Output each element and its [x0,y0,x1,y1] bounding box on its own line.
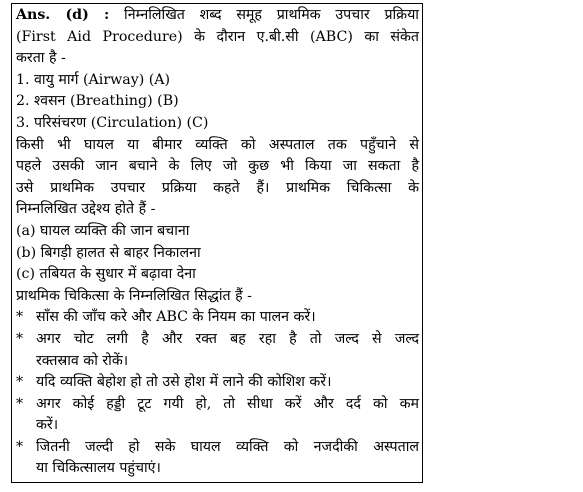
principle-line: करें। [36,417,59,434]
definition-line: निम्नलिखित उद्देश्य होते हैं - [16,201,156,218]
principle-item [16,329,419,372]
objective-item: (a) घायल व्यक्ति की जान बचाना [16,222,190,239]
principle-item [16,437,419,480]
definition-line: पहले उसकी जान बचाने के लिए जो कुछ भी किया जा सकता है [16,158,419,175]
answer-box [11,3,423,483]
bullet-marker: * [16,438,24,455]
principle-item [16,394,419,437]
principles-heading: प्राथमिक चिकित्सा के निम्नलिखित सिद्धांत हैं - [16,287,252,304]
principle-line: साँस की जाँच करे और ABC के नियम का पालन करें। [36,309,316,326]
definition-line: उसे प्राथमिक उपचार प्रक्रिया कहते हैं। प्राथमिक चिकित्सा के [16,179,419,196]
bullet-marker: * [16,309,24,326]
answer-intro-line: Ans. (d) : निम्नलिखित शब्द समूह प्राथमिक उपचार प्रक्रिया [16,7,419,23]
objective-item: (c) तबियत के सुधार में बढ़ावा देना [16,266,196,283]
principle-line: जितनी जल्दी हो सके घायल व्यक्ति को नजदीकी अस्पताल [36,438,419,455]
bullet-marker: * [16,374,24,391]
definition-line: किसी भी घायल या बीमार व्यक्ति को अस्पताल तक पहुँचाने से [16,136,419,153]
abc-list-item: 1. वायु मार्ग (Airway) (A) [16,71,171,88]
bullet-marker: * [16,395,24,412]
answer-intro-line: (First Aid Procedure) के दौरान ए.बी.सी (ABC) का संकेत [16,28,419,45]
objective-item: (b) बिगड़ी हालत से बाहर निकालना [16,244,201,261]
principle-item [16,307,419,329]
principle-line: रक्तस्राव को रोकें। [36,352,129,369]
principle-line: अगर कोई हड्डी टूट गयी हो, तो सीधा करें और दर्द को कम [36,395,419,412]
principle-line: अगर चोट लगी है और रक्त बह रहा है तो जल्द से जल्द [36,330,419,347]
principle-line: यदि व्यक्ति बेहोश हो तो उसे होश में लाने की कोशिश करें। [36,374,332,391]
principle-line: या चिकित्सालय पहुंचाएं। [36,460,161,477]
bullet-marker: * [16,330,24,347]
answer-intro-line: करता है - [16,50,66,67]
abc-list-item: 3. परिसंचरण (Circulation) (C) [16,114,209,131]
principle-item [16,372,419,394]
answer-label: Ans. (d) : [16,7,110,23]
abc-list-item: 2. श्वसन (Breathing) (B) [16,93,179,110]
